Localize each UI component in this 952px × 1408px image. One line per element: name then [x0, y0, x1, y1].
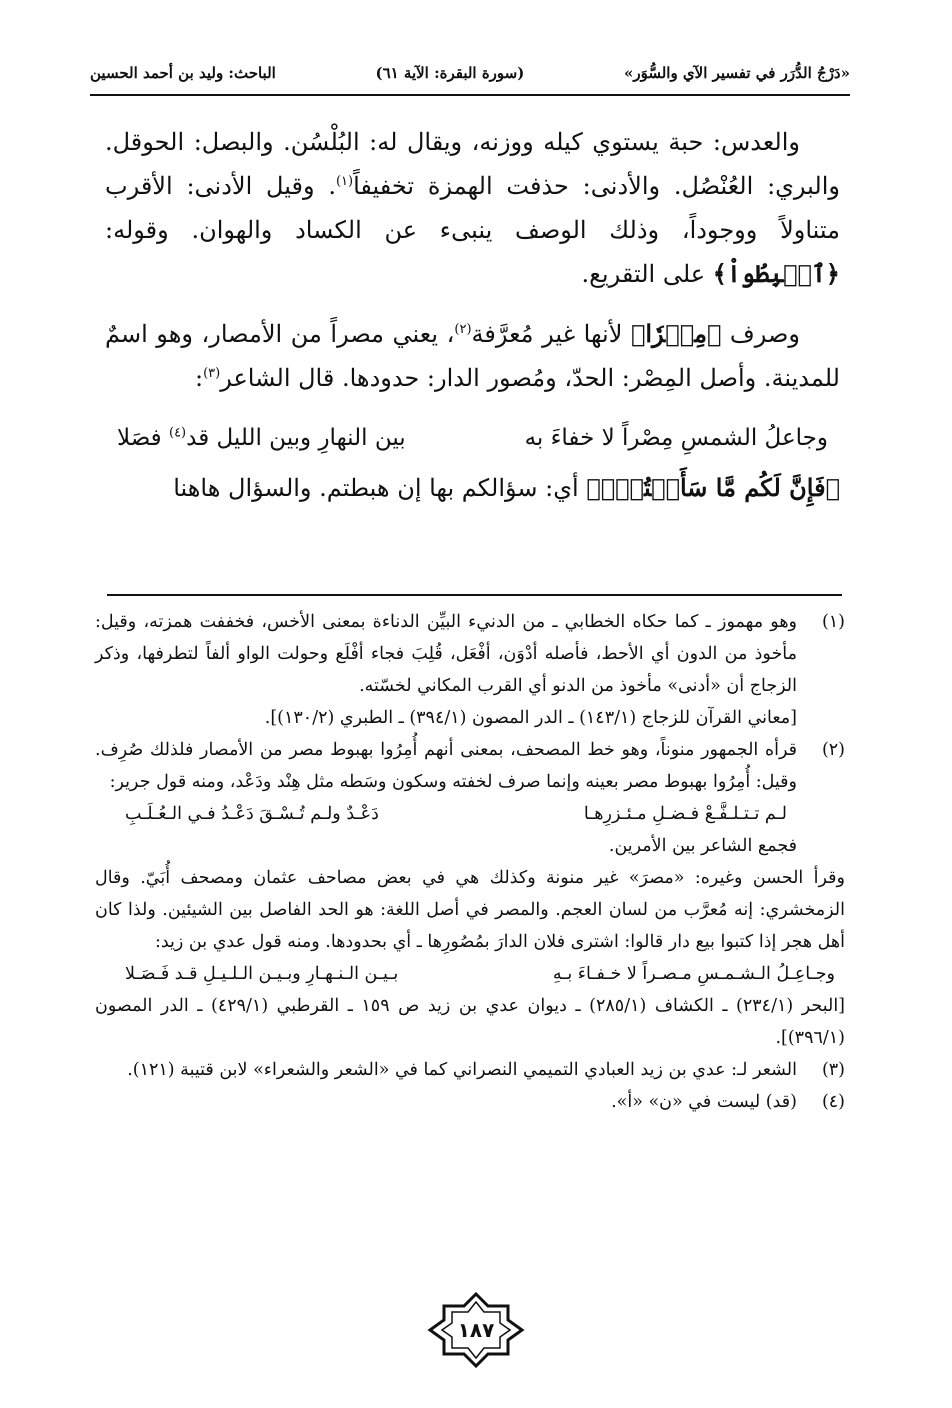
footnote-3 — [95, 1054, 845, 1086]
footnote-body — [95, 1054, 797, 1086]
verse-second-end: فصَلا — [117, 425, 169, 451]
main-text — [105, 120, 840, 526]
paragraph-2 — [105, 312, 840, 400]
header-book-title: «دَرْجُ الدُّرَر في تفسير الآي والسُّوَر» — [623, 64, 850, 82]
footnote-number: (٤) — [821, 1092, 845, 1112]
footnote-ref-3: (٣) — [203, 366, 221, 381]
footnote-body — [95, 1086, 797, 1118]
footnote-verse-second: دَعْـدٌ ولـم تُـسْـقَ دَعْـدُ فـي الـعُـلَـبِ — [125, 804, 379, 824]
footnote-1-text: وهو مهموز ـ كما حكاه الخطابي ـ من الدنيء البيِّن الدناءة بمعنى الأخس، فخففت همزته، وقيل: مأخوذ من الدون أي الأحط، فأصله أدْوَن، أفْعَل، قُلِبَ فجاء أفْلَع وحولت الواو ألفاً لتطرفها، وذكر الزجاج أن «أدنى» مأخوذ من الدنو أي القرب المكاني لخسّته. — [95, 612, 798, 696]
footnote-2 — [95, 734, 845, 862]
footnotes — [95, 606, 845, 1118]
footnote-2-verse-adi — [95, 958, 845, 990]
footnote-body — [95, 734, 797, 862]
paragraph-1-cont: . وقيل الأدنى: الأقرب متناولاً ووجوداً، وذلك الوصف ينبىء عن الكساد والهوان. وقوله: — [105, 172, 840, 244]
footnote-verse2-first: وجـاعِـلُ الـشـمـسِ مـصـراً لا خـفـاءَ بـهِ — [552, 964, 835, 984]
footnote-2-verse-jarir — [95, 798, 797, 830]
footnote-2-after-1: فجمع الشاعر بين الأمرين. — [608, 836, 797, 856]
paragraph-2-end: : — [194, 364, 204, 392]
footnote-2-refs: [البحر (٢٣٤/١) ـ الكشاف (٢٨٥/١) ـ ديوان عدي بن زيد ص ١٥٩ ـ القرطبي (٤٢٩/١) ـ الدر المصون (٣٩٦/١)]. — [95, 996, 846, 1048]
paragraph-3 — [105, 466, 840, 510]
paragraph-2-cont: ، يعني مصراً من الأمصار، وهو اسمٌ للمدينة. وأصل المِصْر: الحدّ، ومُصور الدار: حدودها. قال الشاعر — [105, 320, 840, 392]
paragraph-1-text: والعدس: حبة يستوي كيله ووزنه، ويقال له: البُلْسُن. والبصل: الحوقل. والبري: العُنْصُل. والأدنى: حذفت الهمزة تخفيفاً — [105, 128, 840, 200]
verse-second-hemistich — [117, 416, 406, 460]
footnote-4-text: (قد) ليست في «ن» «أ». — [611, 1092, 797, 1112]
footnote-2-after-2: وقرأ الحسن وغيره: «مصرَ» غير منونة وكذلك هي في بعض مصاحف عثمان ومصحف أُبَيّ. وقال الزمخشري: إنه مُعرَّب من لسان العجم. والمصر في أصل اللغة: هو الحد الفاصل بين الشيئين. ولذا كان أهل هجر إذا كتبوا بيع دار قالوا: اشترى فلان الدارَ بمُصُورِها ـ أي بحدودها. ومنه قول عدي بن زيد: — [95, 868, 845, 952]
page-number: ١٨٧ — [457, 1318, 495, 1342]
paragraph-3-text: أي: سؤالكم بها إن هبطتم. والسؤال هاهنا — [173, 474, 587, 502]
footnote-4 — [95, 1086, 845, 1118]
footnote-2-continuation — [95, 862, 845, 1054]
footnote-ref-2: (٢) — [454, 322, 472, 337]
header-section: (سورة البقرة: الآية ٦١) — [375, 64, 525, 82]
footnote-2-text: قرأه الجمهور منوناً، وهو خط المصحف، بمعنى أنهم أُمِرُوا بهبوط مصر من الأمصار فلذلك صُرِف. وقيل: أُمِرُوا بهبوط مصر بعينه وإنما صرف لخفته وسكون وسَطه مثل هِنْد ودَعْد، ومنه قول جرير: — [95, 740, 797, 792]
poem-verse — [105, 416, 840, 460]
verse-first-hemistich: وجاعلُ الشمسِ مِصْراً لا خفاءَ به — [524, 425, 828, 451]
footnote-number: (٢) — [821, 740, 845, 760]
quran-quote-ihbitu: ﴿ٱهۡبِطُواْ﴾ — [712, 259, 840, 288]
paragraph-2-start: وصرف — [721, 320, 801, 348]
running-header — [90, 58, 850, 88]
quran-quote-misr: ﴿مِصۡرٗا﴾ — [630, 319, 722, 348]
footnote-verse-first: لـم تـتـلـفَّـعْ فـضـلِ مـئـزرِهـا — [583, 804, 787, 824]
footnote-3-text: الشعر لـ: عدي بن زيد العبادي التميمي النصراني كما في «الشعر والشعراء» لابن قتيبة (١٢١). — [127, 1060, 797, 1080]
paragraph-2-mid: لأنها غير مُعرَّفة — [471, 320, 631, 348]
quran-quote-fainna: ﴿فَإِنَّ لَكُم مَّا سَأَلۡتُمۡۗ﴾ — [586, 473, 840, 502]
paragraph-1-end: على التقريع. — [581, 260, 713, 288]
footnote-1-refs: [معاني القرآن للزجاج (١٤٣/١) ـ الدر المصون (٣٩٤/١) ـ الطبري (١٣٠/٢)]. — [264, 708, 797, 728]
page-number-ornament — [426, 1290, 526, 1370]
footnote-ref-4: (٤) — [168, 425, 187, 441]
verse-second-start: بين النهارِ وبين الليل قد — [186, 425, 406, 451]
footnote-verse2-second: بـيـن الـنـهـارِ وبـيـن الـلـيـلِ قـد فَـصَـلا — [125, 964, 399, 984]
footnote-number: (١) — [821, 612, 845, 632]
footnote-body — [95, 606, 797, 734]
footnote-separator — [107, 594, 842, 596]
footnote-ref-1: (١) — [335, 174, 354, 189]
paragraph-1 — [105, 120, 840, 296]
header-researcher: الباحث: وليد بن أحمد الحسين — [90, 64, 276, 82]
footnote-number: (٣) — [821, 1060, 845, 1080]
header-rule — [90, 94, 850, 96]
footnote-1 — [95, 606, 845, 734]
